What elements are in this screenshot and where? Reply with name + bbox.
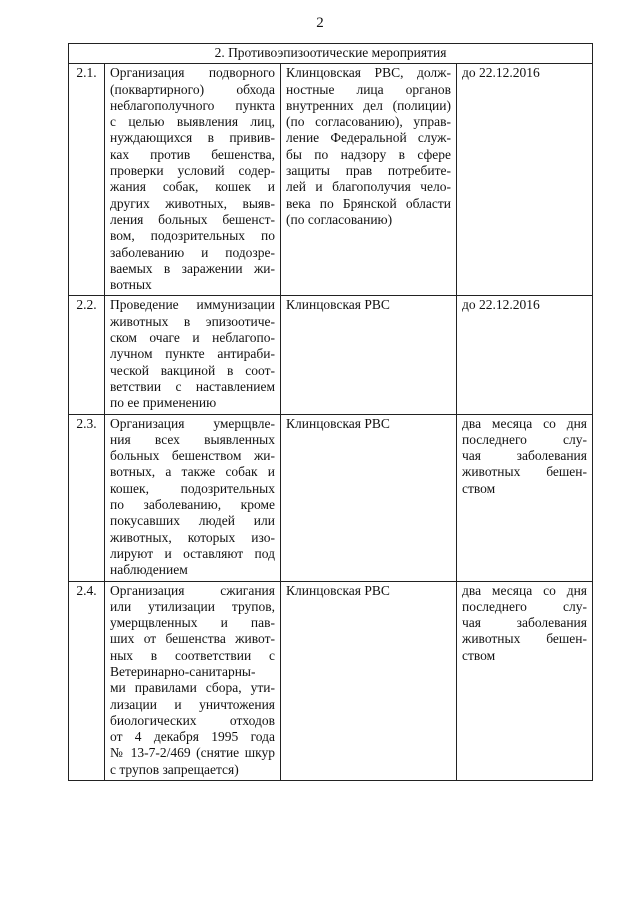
- cell-line: проверки условий содер-: [110, 163, 275, 179]
- cell-line: внутренних дел (полиции): [286, 97, 451, 113]
- cell-line: ваемых в заражении жи-: [110, 260, 275, 276]
- cell-line: ском очаге и неблагопо-: [110, 330, 275, 346]
- cell-line: животных, которых изо-: [110, 529, 275, 545]
- cell-line: умерщвленных и пав-: [110, 615, 275, 631]
- cell-line: или утилизации трупов,: [110, 598, 275, 614]
- cell-line: Организация подворного: [110, 65, 275, 81]
- cell-line: № 13-7-2/469 (снятие шкур: [110, 745, 275, 761]
- cell-line: вотных: [110, 277, 152, 293]
- cell-line: от 4 декабря 1995 года: [110, 729, 275, 745]
- cell-line: животных в эпизоотиче-: [110, 313, 275, 329]
- deadline-cell: [457, 296, 593, 414]
- cell-line: лей и благополучия чело-: [286, 179, 451, 195]
- cell-line: ностные лица органов: [286, 81, 451, 97]
- table-row: [69, 64, 593, 296]
- row-number: 2.2.: [69, 296, 105, 414]
- table-row: [69, 414, 593, 581]
- cell-line: ством: [462, 480, 496, 496]
- cell-line: ление Федеральной служ-: [286, 130, 451, 146]
- cell-line: наблюдением: [110, 562, 188, 578]
- cell-line: лучном пункте антираби-: [110, 346, 275, 362]
- measures-table: [68, 43, 593, 781]
- cell-line: Клинцовская РВС: [286, 582, 390, 598]
- cell-line: неблагополучного пункта: [110, 97, 275, 113]
- table-row: [69, 296, 593, 414]
- cell-line: других животных, выяв-: [110, 195, 275, 211]
- executor-cell: [281, 296, 457, 414]
- cell-line: до 22.12.2016: [462, 65, 540, 81]
- task-cell: [105, 414, 281, 581]
- cell-line: ших от бешенства живот-: [110, 631, 275, 647]
- cell-line: по заболеванию, кроме: [110, 497, 275, 513]
- deadline-cell: [457, 581, 593, 781]
- cell-line: Организация сжигания: [110, 582, 275, 598]
- cell-line: ветствии с наставлением: [110, 378, 275, 394]
- cell-line: (по согласованию): [286, 211, 393, 227]
- cell-line: с целью выявления лиц,: [110, 114, 275, 130]
- cell-line: животных бешен-: [462, 464, 587, 480]
- cell-line: последнего слу-: [462, 598, 587, 614]
- cell-line: (поквартирного) обхода: [110, 81, 275, 97]
- table-row: [69, 581, 593, 781]
- cell-line: Ветеринарно-санитарны-: [110, 663, 256, 679]
- cell-line: Проведение иммунизации: [110, 297, 275, 313]
- cell-line: два месяца со дня: [462, 415, 587, 431]
- cell-line: ми правилами сбора, ути-: [110, 680, 275, 696]
- cell-line: покусавших людей или: [110, 513, 275, 529]
- task-cell: [105, 296, 281, 414]
- cell-line: последнего слу-: [462, 431, 587, 447]
- row-number: 2.1.: [69, 64, 105, 296]
- section-title: 2. Противоэпизоотические мероприятия: [69, 44, 593, 64]
- cell-line: лируют и оставляют под: [110, 545, 275, 561]
- deadline-cell: [457, 414, 593, 581]
- cell-line: ления больных бешенст-: [110, 211, 275, 227]
- cell-line: ческой вакциной в соот-: [110, 362, 275, 378]
- cell-line: бы по надзору в сфере: [286, 146, 451, 162]
- cell-line: два месяца со дня: [462, 582, 587, 598]
- cell-line: Организация умерщвле-: [110, 415, 275, 431]
- cell-line: ством: [462, 647, 496, 663]
- cell-line: жания собак, кошек и: [110, 179, 275, 195]
- deadline-cell: [457, 64, 593, 296]
- cell-line: Клинцовская РВС, долж-: [286, 65, 451, 81]
- cell-line: до 22.12.2016: [462, 297, 540, 313]
- cell-line: Клинцовская РВС: [286, 297, 390, 313]
- cell-line: больных бешенством жи-: [110, 448, 275, 464]
- cell-line: биологических отходов: [110, 712, 275, 728]
- executor-cell: [281, 581, 457, 781]
- executor-cell: [281, 64, 457, 296]
- cell-line: ния всех выявленных: [110, 431, 275, 447]
- row-number: 2.4.: [69, 581, 105, 781]
- cell-line: по ее применению: [110, 395, 217, 411]
- cell-line: вотных, а также собак и: [110, 464, 275, 480]
- page-number: 2: [316, 15, 324, 31]
- task-cell: [105, 581, 281, 781]
- task-cell: [105, 64, 281, 296]
- cell-line: с трупов запрещается): [110, 761, 239, 777]
- cell-line: нуждающихся в привив-: [110, 130, 275, 146]
- row-number: 2.3.: [69, 414, 105, 581]
- cell-line: Клинцовская РВС: [286, 415, 390, 431]
- cell-line: животных бешен-: [462, 631, 587, 647]
- cell-line: ных в соответствии с: [110, 647, 275, 663]
- cell-line: кошек, подозрительных: [110, 480, 275, 496]
- executor-cell: [281, 414, 457, 581]
- cell-line: (по согласованию), управ-: [286, 114, 451, 130]
- cell-line: защиты прав потребите-: [286, 163, 451, 179]
- cell-line: вом, подозрительных по: [110, 228, 275, 244]
- cell-line: лизации и уничтожения: [110, 696, 275, 712]
- section-header-row: [69, 44, 593, 64]
- cell-line: века по Брянской области: [286, 195, 451, 211]
- cell-line: заболеванию и подозре-: [110, 244, 275, 260]
- cell-line: ках против бешенства,: [110, 146, 275, 162]
- cell-line: чая заболевания: [462, 615, 587, 631]
- cell-line: чая заболевания: [462, 448, 587, 464]
